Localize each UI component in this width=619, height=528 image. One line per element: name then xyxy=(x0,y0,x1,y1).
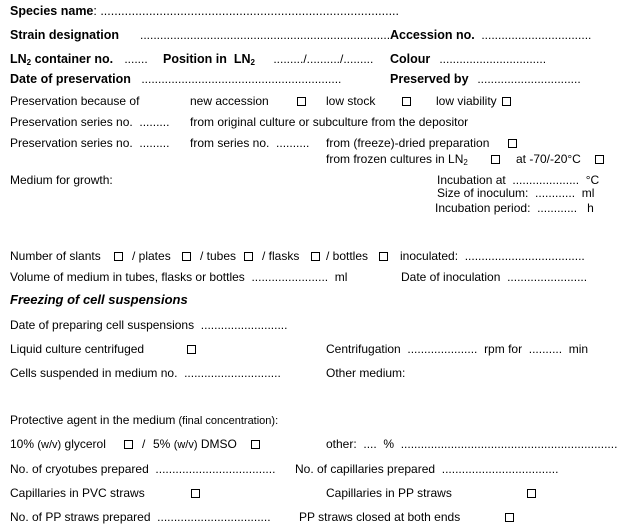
slants-checkbox[interactable] xyxy=(114,252,123,261)
date-of-preservation-label: Date of preservation xyxy=(10,72,131,86)
plates-checkbox[interactable] xyxy=(182,252,191,261)
flasks-checkbox[interactable] xyxy=(311,252,320,261)
medium-for-growth-label: Medium for growth: xyxy=(10,173,113,187)
other-agent-field[interactable]: other: .... % ................................................................. xyxy=(326,437,618,451)
slash-separator: / xyxy=(142,437,146,451)
incubation-at-field[interactable]: Incubation at .................... °C xyxy=(437,173,600,187)
protective-agent-label: Protective agent in the medium (final concentration): xyxy=(10,413,279,427)
ln2-container-label: $LN_2$ container no. xyxy=(10,52,114,67)
date-of-preservation-field[interactable]: ............................................................ xyxy=(138,72,342,86)
size-of-inoculum-field[interactable]: Size of inoculum: ............ ml xyxy=(437,186,595,200)
dmso-label: 5% (w/v) DMSO xyxy=(153,437,237,451)
low-stock-checkbox[interactable] xyxy=(402,97,411,106)
accession-no-label: Accession no. xyxy=(390,28,475,42)
ln2-container-field[interactable]: ....... xyxy=(121,52,152,66)
low-viability-checkbox[interactable] xyxy=(502,97,511,106)
incubation-period-field[interactable]: Incubation period: ............ h xyxy=(435,201,594,215)
from-dried-checkbox[interactable] xyxy=(508,139,517,148)
capillaries-pp-label: Capillaries in PP straws xyxy=(326,486,452,500)
from-frozen-label: from frozen cultures in $LN_2$ xyxy=(326,152,468,167)
tubes-checkbox[interactable] xyxy=(244,252,253,261)
position-in-ln2-label: Position in $LN_2$ xyxy=(163,52,255,67)
dmso-checkbox[interactable] xyxy=(251,440,260,449)
low-viability-label: low viability xyxy=(436,94,497,108)
liquid-culture-checkbox[interactable] xyxy=(187,345,196,354)
date-preparing-field[interactable]: Date of preparing cell suspensions .......................... xyxy=(10,318,288,332)
inoculated-field[interactable]: inoculated: .................................... xyxy=(400,249,585,263)
liquid-culture-label: Liquid culture centrifuged xyxy=(10,342,145,356)
low-stock-label: low stock xyxy=(326,94,376,108)
flasks-label: / flasks xyxy=(262,249,300,263)
capillaries-pvc-checkbox[interactable] xyxy=(191,489,200,498)
colour-label: Colour xyxy=(390,52,431,66)
species-name-field[interactable]: : ...................................................................................... xyxy=(93,4,400,18)
at-temp-label: at -70/-20°C xyxy=(516,152,581,166)
freezing-heading: Freezing of cell suspensions xyxy=(10,292,188,307)
preservation-series-2-label: Preservation series no. ......... xyxy=(10,136,170,150)
centrifugation-field[interactable]: Centrifugation ..................... rpm for .......... min xyxy=(326,342,589,356)
strain-designation-field[interactable]: ........................................................................... xyxy=(140,28,391,42)
pp-straws-prepared-field[interactable]: No. of PP straws prepared .................................. xyxy=(10,510,271,524)
capillaries-pvc-label: Capillaries in PVC straws xyxy=(10,486,145,500)
capillaries-field[interactable]: No. of capillaries prepared ................................... xyxy=(295,462,559,476)
capillaries-pp-checkbox[interactable] xyxy=(527,489,536,498)
new-accession-checkbox[interactable] xyxy=(297,97,306,106)
other-medium-label: Other medium: xyxy=(326,366,406,380)
accession-no-field[interactable]: ................................. xyxy=(478,28,592,42)
pp-straws-closed-label: PP straws closed at both ends xyxy=(299,510,461,524)
glycerol-label: 10% (w/v) glycerol xyxy=(10,437,106,451)
preservation-because-label: Preservation because of xyxy=(10,94,140,108)
preservation-series-1-label: Preservation series no. ......... xyxy=(10,115,170,129)
from-original-label: from original culture or subculture from the depositor xyxy=(190,115,469,129)
position-in-ln2-field[interactable]: ........./........../......... xyxy=(270,52,374,66)
at-temp-checkbox[interactable] xyxy=(595,155,604,164)
plates-label: / plates xyxy=(132,249,171,263)
cells-suspended-field[interactable]: Cells suspended in medium no. ............................. xyxy=(10,366,281,380)
species-name-label: Species name: ...................................................................................... xyxy=(10,4,400,18)
number-of-slants-label: Number of slants xyxy=(10,249,101,263)
strain-designation-label: Strain designation xyxy=(10,28,120,42)
preserved-by-field[interactable]: ............................... xyxy=(474,72,581,86)
cryotubes-field[interactable]: No. of cryotubes prepared .................................... xyxy=(10,462,276,476)
from-frozen-checkbox[interactable] xyxy=(491,155,500,164)
bottles-checkbox[interactable] xyxy=(379,252,388,261)
date-of-inoculation-field[interactable]: Date of inoculation ........................ xyxy=(401,270,588,284)
bottles-label: / bottles xyxy=(326,249,369,263)
glycerol-checkbox[interactable] xyxy=(124,440,133,449)
tubes-label: / tubes xyxy=(200,249,237,263)
pp-straws-closed-checkbox[interactable] xyxy=(505,513,514,522)
preserved-by-label: Preserved by xyxy=(390,72,469,86)
new-accession-label: new accession xyxy=(190,94,269,108)
from-dried-label: from (freeze)-dried preparation xyxy=(326,136,490,150)
from-series-label: from series no. .......... xyxy=(190,136,310,150)
colour-field[interactable]: ................................ xyxy=(436,52,547,66)
volume-of-medium-field[interactable]: Volume of medium in tubes, flasks or bottles ....................... ml xyxy=(10,270,348,284)
